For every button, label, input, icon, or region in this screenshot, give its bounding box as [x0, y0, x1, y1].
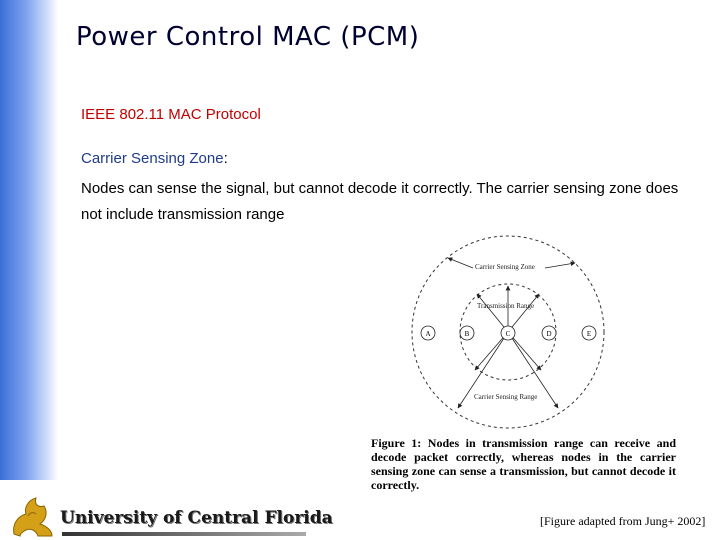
- node-e: [582, 326, 596, 340]
- carrier-sensing-diagram: [405, 230, 615, 435]
- svg-text:E: E: [586, 330, 592, 338]
- node-a: [421, 326, 435, 340]
- zone-heading-text: Carrier Sensing Zone: [81, 150, 224, 167]
- subheading: IEEE 802.11 MAC Protocol: [81, 106, 261, 123]
- figure-credit: [Figure adapted from Jung+ 2002]: [540, 514, 706, 528]
- node-d: [542, 326, 556, 340]
- range-arrow-upleft: [477, 294, 508, 332]
- figure-caption: Figure 1: Nodes in transmission range can receive and decode packet correctly, whereas nodes in the carrier sensing zone can sense a transmission, but cannot decode it correctly.: [371, 436, 676, 492]
- svg-text:B: B: [464, 330, 470, 338]
- zone-arrow-right: [545, 263, 575, 268]
- body-paragraph: Nodes can sense the signal, but cannot decode it correctly. The carrier sensing zone does not include transmission range: [81, 180, 679, 223]
- logo-underline: [62, 532, 306, 536]
- label-carrier-sensing-zone: Carrier Sensing Zone: [475, 263, 535, 271]
- slide-title: Power Control MAC (PCM): [76, 22, 420, 52]
- node-c: [501, 326, 515, 340]
- range-arrow-upright: [508, 294, 539, 332]
- node-b: [460, 326, 474, 340]
- zone-arrow-left: [448, 258, 473, 268]
- label-transmission-range: Transmission Range: [477, 302, 535, 310]
- svg-text:D: D: [546, 330, 552, 338]
- pegasus-logo-icon: [8, 494, 56, 538]
- label-carrier-sensing-range: Carrier Sensing Range: [474, 393, 538, 401]
- zone-heading-colon: :: [223, 150, 228, 167]
- svg-text:C: C: [505, 330, 511, 338]
- ucf-logo-text: University of Central Florida: [60, 508, 333, 528]
- zone-heading: [81, 150, 228, 167]
- svg-text:A: A: [425, 330, 431, 338]
- side-gradient-bar: [0, 0, 58, 480]
